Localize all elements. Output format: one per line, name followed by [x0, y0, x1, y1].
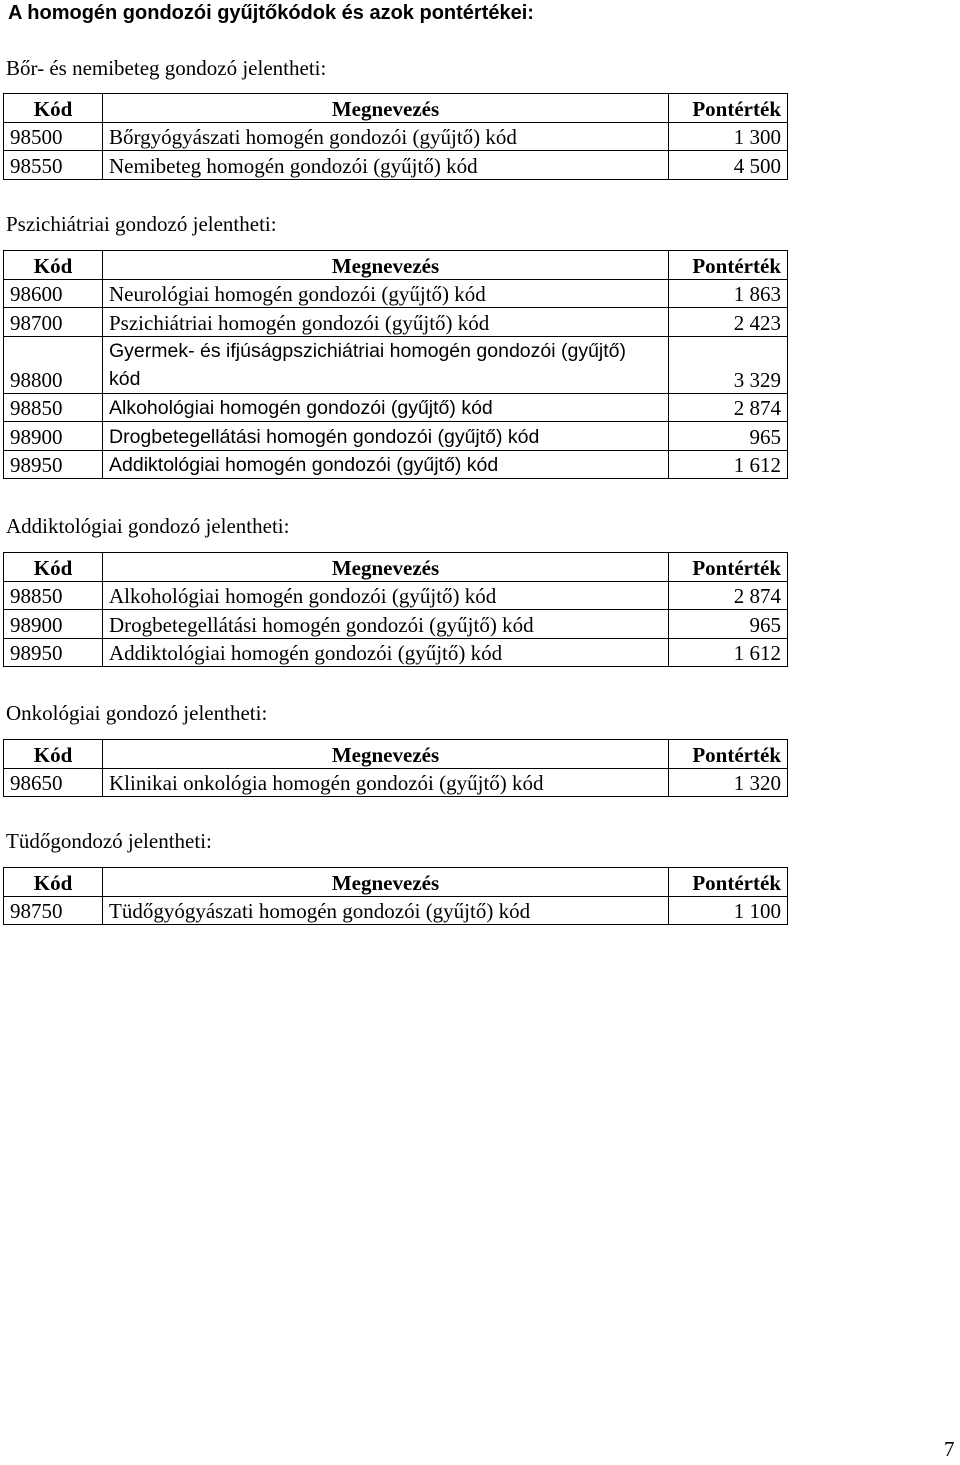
section-label-bor-nemibeteg: Bőr- és nemibeteg gondozó jelentheti: — [6, 56, 327, 80]
points-cell: 965 — [669, 422, 788, 451]
column-header-pontertek: Pontérték — [669, 740, 788, 769]
table-row — [4, 422, 788, 451]
table-row — [4, 151, 788, 180]
code-table-bor-nemibeteg — [3, 93, 788, 180]
name-cell: Drogbetegellátási homogén gondozói (gyűjtő) kód — [103, 610, 669, 639]
table-row — [4, 336, 788, 393]
code-table-pszichiatriai — [3, 250, 788, 479]
name-cell: Alkohológiai homogén gondozói (gyűjtő) kód — [103, 581, 669, 610]
table-row — [4, 581, 788, 610]
section-label-addiktologiai: Addiktológiai gondozó jelentheti: — [6, 514, 290, 538]
points-cell: 3 329 — [669, 336, 788, 393]
name-cell: Addiktológiai homogén gondozói (gyűjtő) kód — [103, 450, 669, 479]
code-cell: 98550 — [4, 151, 103, 180]
section-label-tudogondozo: Tüdőgondozó jelentheti: — [6, 829, 212, 853]
page-number: 7 — [944, 1437, 955, 1461]
column-header-megnevezes: Megnevezés — [103, 740, 669, 769]
code-table-tudogondozo — [3, 867, 788, 925]
page-title: A homogén gondozói gyűjtőkódok és azok pontértékei: — [8, 2, 534, 24]
name-cell: Gyermek- és ifjúságpszichiátriai homogén gondozói (gyűjtő) kód — [103, 336, 669, 393]
name-cell: Nemibeteg homogén gondozói (gyűjtő) kód — [103, 151, 669, 180]
points-cell: 1 612 — [669, 638, 788, 667]
code-cell: 98650 — [4, 768, 103, 797]
points-cell: 2 874 — [669, 393, 788, 422]
table-header-row — [4, 740, 788, 769]
points-cell: 1 320 — [669, 768, 788, 797]
code-cell: 98950 — [4, 450, 103, 479]
name-cell: Tüdőgyógyászati homogén gondozói (gyűjtő) kód — [103, 896, 669, 925]
code-cell: 98850 — [4, 393, 103, 422]
column-header-kod: Kód — [4, 94, 103, 123]
name-cell: Neurológiai homogén gondozói (gyűjtő) kód — [103, 279, 669, 308]
name-cell: Drogbetegellátási homogén gondozói (gyűjtő) kód — [103, 422, 669, 451]
column-header-kod: Kód — [4, 740, 103, 769]
points-cell: 2 874 — [669, 581, 788, 610]
table-row — [4, 638, 788, 667]
table-header-row — [4, 94, 788, 123]
table-row — [4, 450, 788, 479]
column-header-pontertek: Pontérték — [669, 553, 788, 582]
name-cell: Klinikai onkológia homogén gondozói (gyűjtő) kód — [103, 768, 669, 797]
code-cell: 98800 — [4, 336, 103, 393]
table-row — [4, 610, 788, 639]
column-header-pontertek: Pontérték — [669, 868, 788, 897]
column-header-megnevezes: Megnevezés — [103, 868, 669, 897]
table-header-row — [4, 553, 788, 582]
name-cell: Addiktológiai homogén gondozói (gyűjtő) kód — [103, 638, 669, 667]
column-header-pontertek: Pontérték — [669, 251, 788, 280]
code-cell: 98900 — [4, 422, 103, 451]
column-header-megnevezes: Megnevezés — [103, 553, 669, 582]
code-cell: 98500 — [4, 122, 103, 151]
table-header-row — [4, 868, 788, 897]
name-cell: Bőrgyógyászati homogén gondozói (gyűjtő) kód — [103, 122, 669, 151]
code-cell: 98950 — [4, 638, 103, 667]
section-label-pszichiatriai: Pszichiátriai gondozó jelentheti: — [6, 212, 277, 236]
table-row — [4, 308, 788, 337]
points-cell: 1 300 — [669, 122, 788, 151]
points-cell: 1 612 — [669, 450, 788, 479]
code-cell: 98750 — [4, 896, 103, 925]
column-header-kod: Kód — [4, 251, 103, 280]
code-cell: 98850 — [4, 581, 103, 610]
points-cell: 4 500 — [669, 151, 788, 180]
table-row — [4, 768, 788, 797]
code-cell: 98900 — [4, 610, 103, 639]
table-row — [4, 122, 788, 151]
column-header-pontertek: Pontérték — [669, 94, 788, 123]
table-header-row — [4, 251, 788, 280]
table-row — [4, 393, 788, 422]
name-cell: Alkohológiai homogén gondozói (gyűjtő) kód — [103, 393, 669, 422]
points-cell: 1 863 — [669, 279, 788, 308]
code-table-onkologiai — [3, 739, 788, 797]
column-header-kod: Kód — [4, 553, 103, 582]
table-row — [4, 896, 788, 925]
column-header-megnevezes: Megnevezés — [103, 94, 669, 123]
code-cell: 98700 — [4, 308, 103, 337]
table-row — [4, 279, 788, 308]
points-cell: 965 — [669, 610, 788, 639]
name-cell: Pszichiátriai homogén gondozói (gyűjtő) kód — [103, 308, 669, 337]
section-label-onkologiai: Onkológiai gondozó jelentheti: — [6, 701, 268, 725]
code-cell: 98600 — [4, 279, 103, 308]
column-header-kod: Kód — [4, 868, 103, 897]
code-table-addiktologiai — [3, 552, 788, 667]
points-cell: 1 100 — [669, 896, 788, 925]
points-cell: 2 423 — [669, 308, 788, 337]
column-header-megnevezes: Megnevezés — [103, 251, 669, 280]
